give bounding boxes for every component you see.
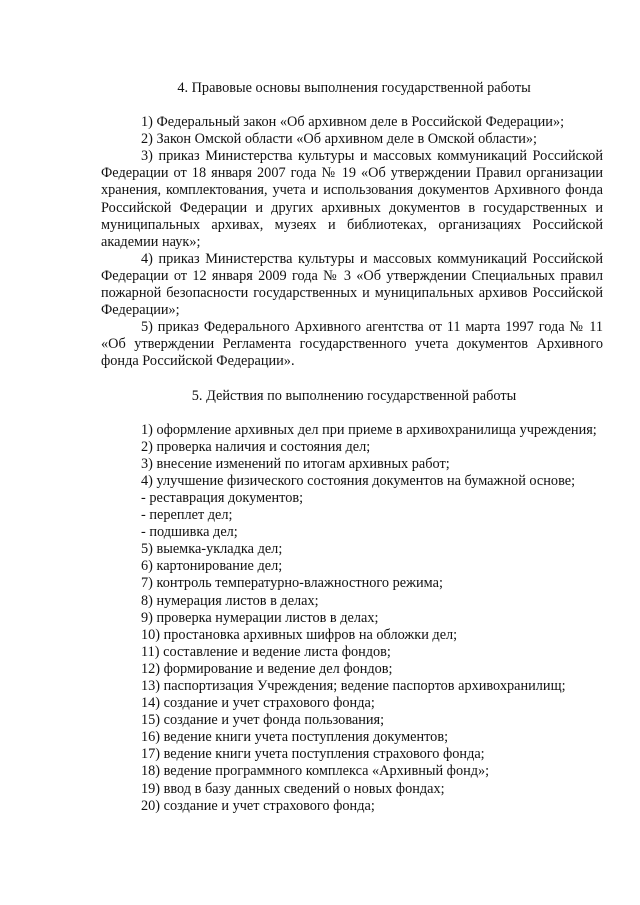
section-5-subitem-restoration: - реставрация документов; [141,489,304,506]
section-4-title: 4. Правовые основы выполнения государственной работы [177,80,531,96]
document-content [101,80,603,815]
section-5-item-15: 15) создание и учет фонда пользования; [141,712,385,729]
section-5-item-5: 5) выемка-укладка дел; [141,541,283,558]
section-5-title: 5. Действия по выполнению государственной работы [191,387,517,404]
section-5-item-16: 16) ведение книги учета поступления документов; [141,729,449,746]
section-5-item-6: 6) картонирование дел; [141,558,283,575]
section-5-item-11: 11) составление и ведение листа фондов; [141,643,391,660]
section-5-item-4: 4) улучшение физического состояния документов на бумажной основе; [141,472,576,489]
section-5-subitem-binding: - переплет дел; [141,507,233,524]
section-5-item-9: 9) проверка нумерации листов в делах; [141,609,379,626]
section-4-item-5: 5) приказ Федерального Архивного агентства от 11 марта 1997 года № 11 «Об утверждении Регламента государственного учета документов Архивного фонда Российской Федерации». [101,319,603,370]
section-5-item-12: 12) формирование и ведение дел фондов; [141,660,393,677]
section-4-item-2: 2) Закон Омской области «Об архивном деле в Омской области»; [141,131,537,148]
section-5-item-7: 7) контроль температурно-влажностного режима; [141,575,443,592]
section-5-subitem-stitching: - подшивка дел; [141,524,238,541]
section-5-item-3: 3) внесение изменений по итогам архивных работ; [141,455,450,472]
section-5-item-19: 19) ввод в базу данных сведений о новых фондах; [141,780,445,797]
section-5-item-13: 13) паспортизация Учреждения; ведение паспортов архивохранилищ; [141,678,566,694]
section-5-item-8: 8) нумерация листов в делах; [141,592,319,609]
section-5-item-10: 10) простановка архивных шифров на обложки дел; [141,626,458,643]
section-5-item-17: 17) ведение книги учета поступления страхового фонда; [141,746,485,763]
section-4-item-4: 4) приказ Министерства культуры и массовых коммуникаций Российской Федерации от 12 января 2009 года № 3 «Об утверждении Специальных правил пожарной безопасности государственных и муниципальных архивов Российской Федерации»; [101,250,603,319]
section-5-item-1: 1) оформление архивных дел при приеме в архивохранилища учреждения; [141,421,597,438]
section-5-item-20: 20) создание и учет страхового фонда; [141,797,375,814]
section-5-item-2: 2) проверка наличия и состояния дел; [141,438,371,455]
section-5-item-14: 14) создание и учет страхового фонда; [141,695,375,712]
section-4-item-3: 3) приказ Министерства культуры и массовых коммуникаций Российской Федерации от 18 января 2007 года № 19 «Об утверждении Правил организации хранения, комплектования, учета и использования документов Архивного фонда Российской Федерации и других архивных документов в государственных и муниципальных архивах, музеях и библиотеках, организациях Российской академии наук»; [101,148,603,250]
section-4-item-1: 1) Федеральный закон «Об архивном деле в Российской Федерации»; [141,114,565,131]
section-5-item-18: 18) ведение программного комплекса «Архивный фонд»; [141,763,490,780]
